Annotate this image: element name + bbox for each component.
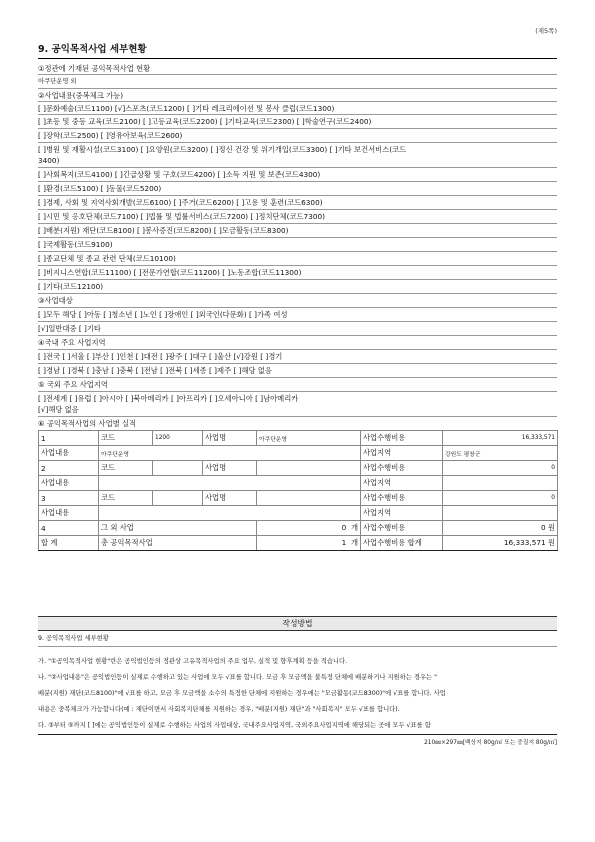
- other-cost-value: 0 원: [443, 521, 558, 536]
- divider: [38, 265, 557, 266]
- name-label: 사업명: [203, 461, 257, 476]
- s4-option-line: [ ]경남 [ ]경북 [ ]충남 [ ]충북 [ ]전남 [ ]전북 [ ]세종 [ ]제주 [ ]해당 없음: [38, 366, 272, 375]
- divider: [38, 349, 557, 350]
- s4-option-line: [ ]전국 [ ]서울 [ ]부산 [ ]인천 [ ]대전 [ ]광주 [ ]대구 [ ]울산 [√]강원 [ ]경기: [38, 352, 283, 361]
- cost-value: 0: [443, 461, 558, 476]
- code-label: 코드: [99, 491, 153, 506]
- row-number: 3: [39, 491, 99, 506]
- cost-label: 사업수행비용: [361, 431, 443, 446]
- s2-option-line: [ ]경제, 사회 및 지역사회개발(코드6100) [ ]주거(코드6200) [ ]고용 및 훈련(코드6300): [38, 198, 323, 207]
- region-value: 강원도 평창군: [443, 446, 558, 461]
- s2-option-line: [ ]문화예술(코드1100) [√]스포츠(코드1200) [ ]기타 레크리에이션 및 봉사 클럽(코드1300): [38, 104, 335, 113]
- table-row: [39, 536, 558, 551]
- divider: [38, 101, 557, 102]
- row-number: 2: [39, 461, 99, 476]
- table-row: [39, 431, 558, 446]
- region-value: [443, 476, 558, 491]
- divider: [38, 321, 557, 322]
- divider: [38, 363, 557, 364]
- divider: [38, 377, 557, 378]
- total-label: 합 계: [39, 536, 99, 551]
- s2-option-line: [ ]비지니스연합(코드11100) [ ]전문가연합(코드11200) [ ]노동조합(코드11300): [38, 268, 302, 277]
- code-value: [153, 491, 203, 506]
- s2-option-line: [ ]기타(코드12100): [38, 282, 104, 291]
- other-cost-label: 사업수행비용: [361, 521, 443, 536]
- divider: [38, 209, 557, 210]
- divider: [38, 391, 557, 392]
- divider: [38, 335, 557, 336]
- s3-heading: ③사업대상: [38, 296, 73, 305]
- divider: [38, 307, 557, 308]
- s2-option-line: [ ]시민 및 옹호단체(코드7100) [ ]법률 및 법률서비스(코드7200) [ ]정치단체(코드7300): [38, 212, 325, 221]
- code-label: 코드: [99, 431, 153, 446]
- s6-heading: ⑥ 공익목적사업의 사업별 실적: [38, 419, 137, 428]
- region-label: 사업지역: [361, 446, 443, 461]
- region-label: 사업지역: [361, 476, 443, 491]
- s2-option-line: [ ]국제활동(코드9100): [38, 240, 113, 249]
- divider: [38, 167, 557, 168]
- form-page-number: (제5쪽): [535, 27, 557, 35]
- code-value: [153, 461, 203, 476]
- s5-option-line: [√]해당 없음: [38, 405, 79, 414]
- divider: [38, 142, 557, 143]
- divider: [38, 416, 557, 417]
- paper-spec: 210㎜×297㎜[백상지 80g/㎡ 또는 중질지 80g/㎡]: [424, 740, 557, 746]
- table-row: [39, 491, 558, 506]
- name-label: 사업명: [203, 431, 257, 446]
- total-cost-value: 16,333,571 원: [443, 536, 558, 551]
- content-value: [99, 506, 361, 521]
- table-row: [39, 446, 558, 461]
- divider: [38, 251, 557, 252]
- total-count-unit: 개: [350, 538, 358, 547]
- s2-heading: ②사업내용(중복체크 가능): [38, 91, 124, 100]
- guide-line: 가. "①공익목적사업 현황"란은 공익법인등의 정관상 고유목적사업의 주요 업무, 실적 및 향후계획 등을 적습니다.: [38, 658, 348, 665]
- name-value: [257, 491, 361, 506]
- name-label: 사업명: [203, 491, 257, 506]
- total-count: [257, 536, 361, 551]
- content-value: 아쿠단운영: [99, 446, 361, 461]
- table-row: [39, 506, 558, 521]
- guide-heading: 작성방법: [38, 616, 557, 631]
- divider: [38, 74, 557, 75]
- s2-option-line: [ ]병원 및 재활시설(코드3100) [ ]요양원(코드3200) [ ]정신 건강 및 위기개입(코드3300) [ ]기타 보건서비스(코드: [38, 145, 407, 154]
- divider: [38, 237, 557, 238]
- s5-option-line: [ ]전세계 [ ]유럽 [ ]아시아 [ ]북아메리카 [ ]아프리카 [ ]오세아니아 [ ]남아메리카: [38, 394, 299, 403]
- performance-table: [38, 430, 558, 551]
- divider: [38, 88, 557, 89]
- table-row: [39, 461, 558, 476]
- row-number: 4: [39, 521, 99, 536]
- table-row: [39, 521, 558, 536]
- guide-line: 배분(지원) 재단(코드8100)"에 √표를 하고, 모금 후 모금액을 소수의 특정한 단체에 지원하는 경우에는 "모금활동(코드8300)"에 √표를 합니다. 사업: [38, 690, 446, 697]
- guide-line: 내용은 중복체크가 가능합니다(예 : 재단이면서 사회복지단체를 지원하는 경우, "배분(지원) 재단"과 "사회복지" 모두 √표를 합니다).: [38, 706, 400, 713]
- s2-option-line: [ ]사회복지(코드4100) [ ]긴급상황 및 구호(코드4200) [ ]소득 지원 및 보존(코드4300): [38, 170, 321, 179]
- code-value: 1200: [153, 431, 203, 446]
- guide-line: 나. "②사업내용"은 공익법인등이 실제로 수행하고 있는 사업에 모두 √표를 합니다. 모금 후 모금액을 불특정 단체에 배분하거나 지원하는 경우는 ": [38, 674, 438, 681]
- other-count-unit: 개: [350, 523, 358, 532]
- divider: [38, 646, 557, 647]
- cost-value: 16,333,571: [443, 431, 558, 446]
- s2-option-line: [ ]초등 및 중등 교육(코드2100) [ ]고등교육(코드2200) [ ]기타교육(코드2300) [ ]학술연구(코드2400): [38, 117, 372, 126]
- s1-value: 아쿠단운영 외: [38, 78, 77, 85]
- divider: [38, 223, 557, 224]
- code-label: 코드: [99, 461, 153, 476]
- divider: [38, 195, 557, 196]
- s1-heading: ①정관에 기재된 공익목적사업 현황: [38, 64, 151, 73]
- total-sub-label: 총 공익목적사업: [99, 536, 257, 551]
- content-value: [99, 476, 361, 491]
- cost-label: 사업수행비용: [361, 461, 443, 476]
- guide-line: 다. ③부터 ⑤까지 [ ]에는 공익법인등이 실제로 수행하는 사업의 사업대상, 국내주요사업지역, 국외주요사업지역에 해당되는 곳에 모두 √표를 함: [38, 722, 431, 729]
- s5-heading: ⑤ 국외 주요 사업지역: [38, 380, 108, 389]
- name-value: 아쿠단운영: [257, 431, 361, 446]
- cost-value: 0: [443, 491, 558, 506]
- s2-option-line: [ ]종교단체 및 종교 관련 단체(코드10100): [38, 254, 176, 263]
- other-count: [257, 521, 361, 536]
- content-label: 사업내용: [39, 506, 99, 521]
- content-label: 사업내용: [39, 446, 99, 461]
- row-number: 1: [39, 431, 99, 446]
- other-label: 그 외 사업: [99, 521, 257, 536]
- s3-option-line: [ ]모두 해당 [ ]아동 [ ]청소년 [ ]노인 [ ]장애인 [ ]외국인(다문화) [ ]가족 여성: [38, 310, 288, 319]
- divider: [38, 114, 557, 115]
- table-row: [39, 476, 558, 491]
- divider: [38, 181, 557, 182]
- total-count-value: 1: [341, 538, 347, 547]
- divider: [38, 128, 557, 129]
- divider: [38, 734, 557, 735]
- region-value: [443, 506, 558, 521]
- total-cost-label: 사업수행비용 합계: [361, 536, 443, 551]
- s2-option-line: 3400): [38, 156, 60, 165]
- section-title: 9. 공익목적사업 세부현황: [38, 41, 557, 59]
- name-value: [257, 461, 361, 476]
- s2-option-line: [ ]장학(코드2500) [ ]영유아보육(코드2600): [38, 131, 183, 140]
- s2-option-line: [ ]배분(지원) 재단(코드8100) [ ]봉사증진(코드8200) [ ]모금활동(코드8300): [38, 226, 289, 235]
- divider: [38, 279, 557, 280]
- divider: [38, 293, 557, 294]
- s4-heading: ④국내 주요 사업지역: [38, 338, 106, 347]
- region-label: 사업지역: [361, 506, 443, 521]
- other-count-value: 0: [341, 523, 347, 532]
- content-label: 사업내용: [39, 476, 99, 491]
- s2-option-line: [ ]환경(코드5100) [ ]동물(코드5200): [38, 184, 162, 193]
- s3-option-line: [√]일반대중 [ ]기타: [38, 324, 101, 333]
- guide-subheading: 9. 공익목적사업 세부현황: [38, 635, 109, 642]
- cost-label: 사업수행비용: [361, 491, 443, 506]
